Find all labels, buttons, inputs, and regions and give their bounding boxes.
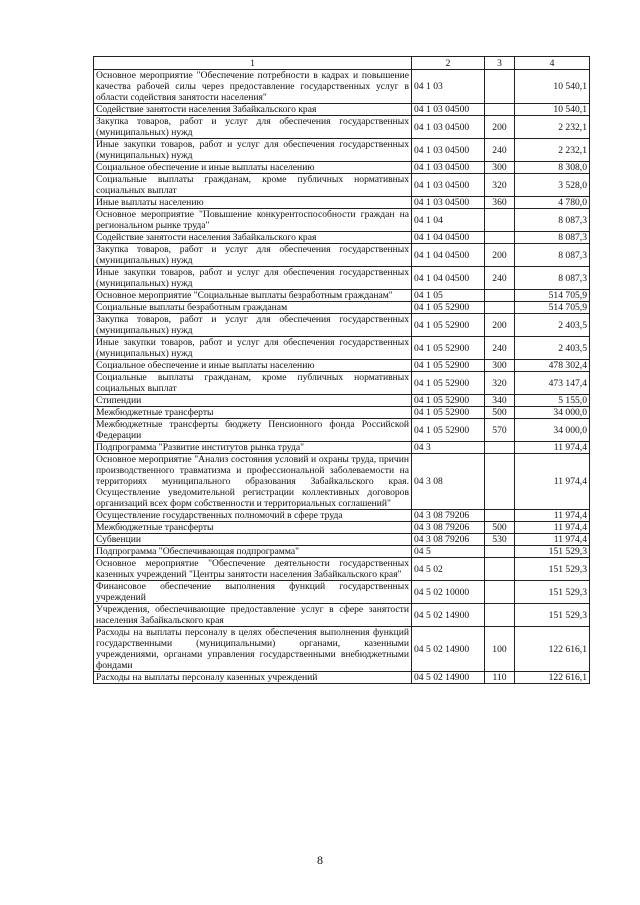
- row-name-cell: Межбюджетные трансферты: [94, 407, 412, 419]
- row-amount-cell: 8 087,3: [515, 209, 590, 232]
- row-code-cell: 04 3 08 79206: [412, 534, 485, 546]
- row-amount-cell: 478 302,4: [515, 360, 590, 372]
- row-expense-type-cell: 340: [485, 395, 515, 407]
- table-row: [94, 104, 590, 116]
- table-row: [94, 419, 590, 442]
- row-code-cell: 04 3 08: [412, 454, 485, 510]
- row-name-cell: Основное мероприятие "Обеспечение потребности в кадрах и повышение качества рабочей силы через предоставление государственных услуг в области содействия занятости населения": [94, 70, 412, 104]
- header-col-4: 4: [515, 57, 590, 70]
- row-code-cell: 04 1 04 04500: [412, 244, 485, 267]
- row-expense-type-cell: [485, 510, 515, 522]
- row-code-cell: 04 1 03: [412, 70, 485, 104]
- row-name-cell: Содействие занятости населения Забайкальского края: [94, 104, 412, 116]
- header-col-2: 2: [412, 57, 485, 70]
- row-code-cell: 04 1 05 52900: [412, 372, 485, 395]
- table-header: [94, 57, 590, 70]
- row-code-cell: 04 1 05: [412, 290, 485, 302]
- row-amount-cell: 151 529,3: [515, 558, 590, 581]
- row-amount-cell: 151 529,3: [515, 581, 590, 604]
- table-row: [94, 116, 590, 139]
- row-code-cell: 04 3 08 79206: [412, 510, 485, 522]
- row-expense-type-cell: [485, 442, 515, 454]
- table-row: [94, 197, 590, 209]
- row-expense-type-cell: 320: [485, 372, 515, 395]
- row-code-cell: 04 1 05 52900: [412, 314, 485, 337]
- row-amount-cell: 2 403,5: [515, 314, 590, 337]
- table-row: [94, 267, 590, 290]
- row-amount-cell: 8 087,3: [515, 267, 590, 290]
- row-amount-cell: 11 974,4: [515, 454, 590, 510]
- budget-table: [93, 56, 590, 684]
- table-row: [94, 442, 590, 454]
- row-amount-cell: 2 403,5: [515, 337, 590, 360]
- table-row: [94, 546, 590, 558]
- row-expense-type-cell: [485, 70, 515, 104]
- table-body: [94, 70, 590, 684]
- row-amount-cell: 10 540,1: [515, 104, 590, 116]
- row-code-cell: 04 1 03 04500: [412, 139, 485, 162]
- row-expense-type-cell: [485, 302, 515, 314]
- table-row: [94, 162, 590, 174]
- row-name-cell: Социальное обеспечение и иные выплаты населению: [94, 360, 412, 372]
- table-row: [94, 372, 590, 395]
- table-row: [94, 139, 590, 162]
- table-row: [94, 232, 590, 244]
- row-expense-type-cell: [485, 604, 515, 627]
- row-code-cell: 04 1 03 04500: [412, 162, 485, 174]
- row-code-cell: 04 5: [412, 546, 485, 558]
- row-expense-type-cell: 320: [485, 174, 515, 197]
- row-amount-cell: 11 974,4: [515, 510, 590, 522]
- row-expense-type-cell: 500: [485, 522, 515, 534]
- row-code-cell: 04 5 02 10000: [412, 581, 485, 604]
- row-code-cell: 04 1 05 52900: [412, 337, 485, 360]
- row-amount-cell: 122 616,1: [515, 627, 590, 672]
- header-row: [94, 57, 590, 70]
- header-col-3: 3: [485, 57, 515, 70]
- row-name-cell: Иные закупки товаров, работ и услуг для обеспечения государственных (муниципальных) нужд: [94, 267, 412, 290]
- row-amount-cell: 8 087,3: [515, 232, 590, 244]
- table-row: [94, 290, 590, 302]
- header-col-1: 1: [94, 57, 412, 70]
- row-name-cell: Подпрограмма "Обеспечивающая подпрограмма": [94, 546, 412, 558]
- row-code-cell: 04 1 04 04500: [412, 267, 485, 290]
- row-code-cell: 04 1 03 04500: [412, 104, 485, 116]
- table-row: [94, 314, 590, 337]
- table-row: [94, 627, 590, 672]
- table-row: [94, 209, 590, 232]
- row-code-cell: 04 1 05 52900: [412, 302, 485, 314]
- row-code-cell: 04 5 02 14900: [412, 627, 485, 672]
- row-expense-type-cell: [485, 546, 515, 558]
- row-amount-cell: 151 529,3: [515, 546, 590, 558]
- row-expense-type-cell: [485, 104, 515, 116]
- row-expense-type-cell: 200: [485, 314, 515, 337]
- table-row: [94, 174, 590, 197]
- row-expense-type-cell: 300: [485, 360, 515, 372]
- row-code-cell: 04 3: [412, 442, 485, 454]
- row-name-cell: Подпрограмма "Развитие институтов рынка труда": [94, 442, 412, 454]
- table-row: [94, 70, 590, 104]
- table-row: [94, 407, 590, 419]
- row-name-cell: Иные выплаты населению: [94, 197, 412, 209]
- row-code-cell: 04 1 04 04500: [412, 232, 485, 244]
- row-expense-type-cell: 500: [485, 407, 515, 419]
- row-name-cell: Стипендии: [94, 395, 412, 407]
- row-name-cell: Осуществление государственных полномочий в сфере труда: [94, 510, 412, 522]
- row-name-cell: Учреждения, обеспечивающие предоставление услуг в сфере занятости населения Забайкальского края: [94, 604, 412, 627]
- row-name-cell: Закупка товаров, работ и услуг для обеспечения государственных (муниципальных) нужд: [94, 244, 412, 267]
- table-row: [94, 534, 590, 546]
- row-name-cell: Межбюджетные трансферты: [94, 522, 412, 534]
- row-amount-cell: 10 540,1: [515, 70, 590, 104]
- table-row: [94, 337, 590, 360]
- row-code-cell: 04 1 03 04500: [412, 174, 485, 197]
- row-code-cell: 04 5 02 14900: [412, 672, 485, 684]
- row-expense-type-cell: 570: [485, 419, 515, 442]
- row-amount-cell: 34 000,0: [515, 419, 590, 442]
- row-expense-type-cell: 100: [485, 627, 515, 672]
- row-expense-type-cell: [485, 581, 515, 604]
- table-row: [94, 360, 590, 372]
- table-row: [94, 604, 590, 627]
- row-amount-cell: 5 155,0: [515, 395, 590, 407]
- row-expense-type-cell: 300: [485, 162, 515, 174]
- table-row: [94, 672, 590, 684]
- row-code-cell: 04 1 04: [412, 209, 485, 232]
- row-amount-cell: 8 308,0: [515, 162, 590, 174]
- row-name-cell: Закупка товаров, работ и услуг для обеспечения государственных (муниципальных) нужд: [94, 116, 412, 139]
- row-expense-type-cell: [485, 454, 515, 510]
- row-name-cell: Социальные выплаты гражданам, кроме публичных нормативных социальных выплат: [94, 372, 412, 395]
- row-expense-type-cell: [485, 232, 515, 244]
- row-name-cell: Субвенции: [94, 534, 412, 546]
- row-amount-cell: 514 705,9: [515, 290, 590, 302]
- row-code-cell: 04 1 05 52900: [412, 419, 485, 442]
- row-amount-cell: 3 528,0: [515, 174, 590, 197]
- table-row: [94, 454, 590, 510]
- row-expense-type-cell: 200: [485, 244, 515, 267]
- row-name-cell: Содействие занятости населения Забайкальского края: [94, 232, 412, 244]
- row-expense-type-cell: 200: [485, 116, 515, 139]
- table-row: [94, 395, 590, 407]
- row-amount-cell: 473 147,4: [515, 372, 590, 395]
- row-expense-type-cell: 360: [485, 197, 515, 209]
- table-row: [94, 510, 590, 522]
- row-name-cell: Социальные выплаты гражданам, кроме публичных нормативных социальных выплат: [94, 174, 412, 197]
- row-expense-type-cell: 240: [485, 337, 515, 360]
- row-amount-cell: 11 974,4: [515, 522, 590, 534]
- row-name-cell: Закупка товаров, работ и услуг для обеспечения государственных (муниципальных) нужд: [94, 314, 412, 337]
- table-row: [94, 244, 590, 267]
- row-amount-cell: 151 529,3: [515, 604, 590, 627]
- row-name-cell: Иные закупки товаров, работ и услуг для обеспечения государственных (муниципальных) нужд: [94, 139, 412, 162]
- row-amount-cell: 34 000,0: [515, 407, 590, 419]
- row-amount-cell: 2 232,1: [515, 139, 590, 162]
- row-code-cell: 04 1 03 04500: [412, 197, 485, 209]
- row-name-cell: Иные закупки товаров, работ и услуг для обеспечения государственных (муниципальных) нужд: [94, 337, 412, 360]
- row-amount-cell: 514 705,9: [515, 302, 590, 314]
- row-name-cell: Основное мероприятие "Социальные выплаты безработным гражданам": [94, 290, 412, 302]
- row-code-cell: 04 1 03 04500: [412, 116, 485, 139]
- row-name-cell: Финансовое обеспечение выполнения функций государственных учреждений: [94, 581, 412, 604]
- page-number: 8: [317, 853, 323, 867]
- row-name-cell: Основное мероприятие "Обеспечение деятельности государственных казенных учреждений "Центры занятости населения Забайкальского края": [94, 558, 412, 581]
- row-code-cell: 04 3 08 79206: [412, 522, 485, 534]
- row-expense-type-cell: [485, 558, 515, 581]
- row-name-cell: Межбюджетные трансферты бюджету Пенсионного фонда Российской Федерации: [94, 419, 412, 442]
- row-code-cell: 04 1 05 52900: [412, 360, 485, 372]
- row-code-cell: 04 5 02: [412, 558, 485, 581]
- table-row: [94, 522, 590, 534]
- row-expense-type-cell: 530: [485, 534, 515, 546]
- row-amount-cell: 4 780,0: [515, 197, 590, 209]
- row-name-cell: Основное мероприятие "Повышение конкурентоспособности граждан на региональном рынке труда": [94, 209, 412, 232]
- row-amount-cell: 11 974,4: [515, 442, 590, 454]
- row-name-cell: Расходы на выплаты персоналу в целях обеспечения выполнения функций государственными (муниципальными) органами, казенными учреждениями, органами управления государственными внебюджетными фондами: [94, 627, 412, 672]
- row-expense-type-cell: [485, 209, 515, 232]
- row-name-cell: Основное мероприятие "Анализ состояния условий и охраны труда, причин производственного травматизма и профессиональной заболеваемости на территориях муниципального образования Забайкальского края. Осуществление уведомительной регистрации коллективных договоров организаций всех форм собственности и территориальных соглашений": [94, 454, 412, 510]
- row-expense-type-cell: 240: [485, 139, 515, 162]
- row-code-cell: 04 1 05 52900: [412, 395, 485, 407]
- row-amount-cell: 11 974,4: [515, 534, 590, 546]
- row-name-cell: Расходы на выплаты персоналу казенных учреждений: [94, 672, 412, 684]
- row-amount-cell: 8 087,3: [515, 244, 590, 267]
- row-amount-cell: 122 616,1: [515, 672, 590, 684]
- row-expense-type-cell: 240: [485, 267, 515, 290]
- row-code-cell: 04 1 05 52900: [412, 407, 485, 419]
- row-name-cell: Социальное обеспечение и иные выплаты населению: [94, 162, 412, 174]
- table-row: [94, 558, 590, 581]
- row-amount-cell: 2 232,1: [515, 116, 590, 139]
- row-expense-type-cell: [485, 290, 515, 302]
- table-row: [94, 581, 590, 604]
- row-name-cell: Социальные выплаты безработным гражданам: [94, 302, 412, 314]
- row-expense-type-cell: 110: [485, 672, 515, 684]
- table-row: [94, 302, 590, 314]
- row-code-cell: 04 5 02 14900: [412, 604, 485, 627]
